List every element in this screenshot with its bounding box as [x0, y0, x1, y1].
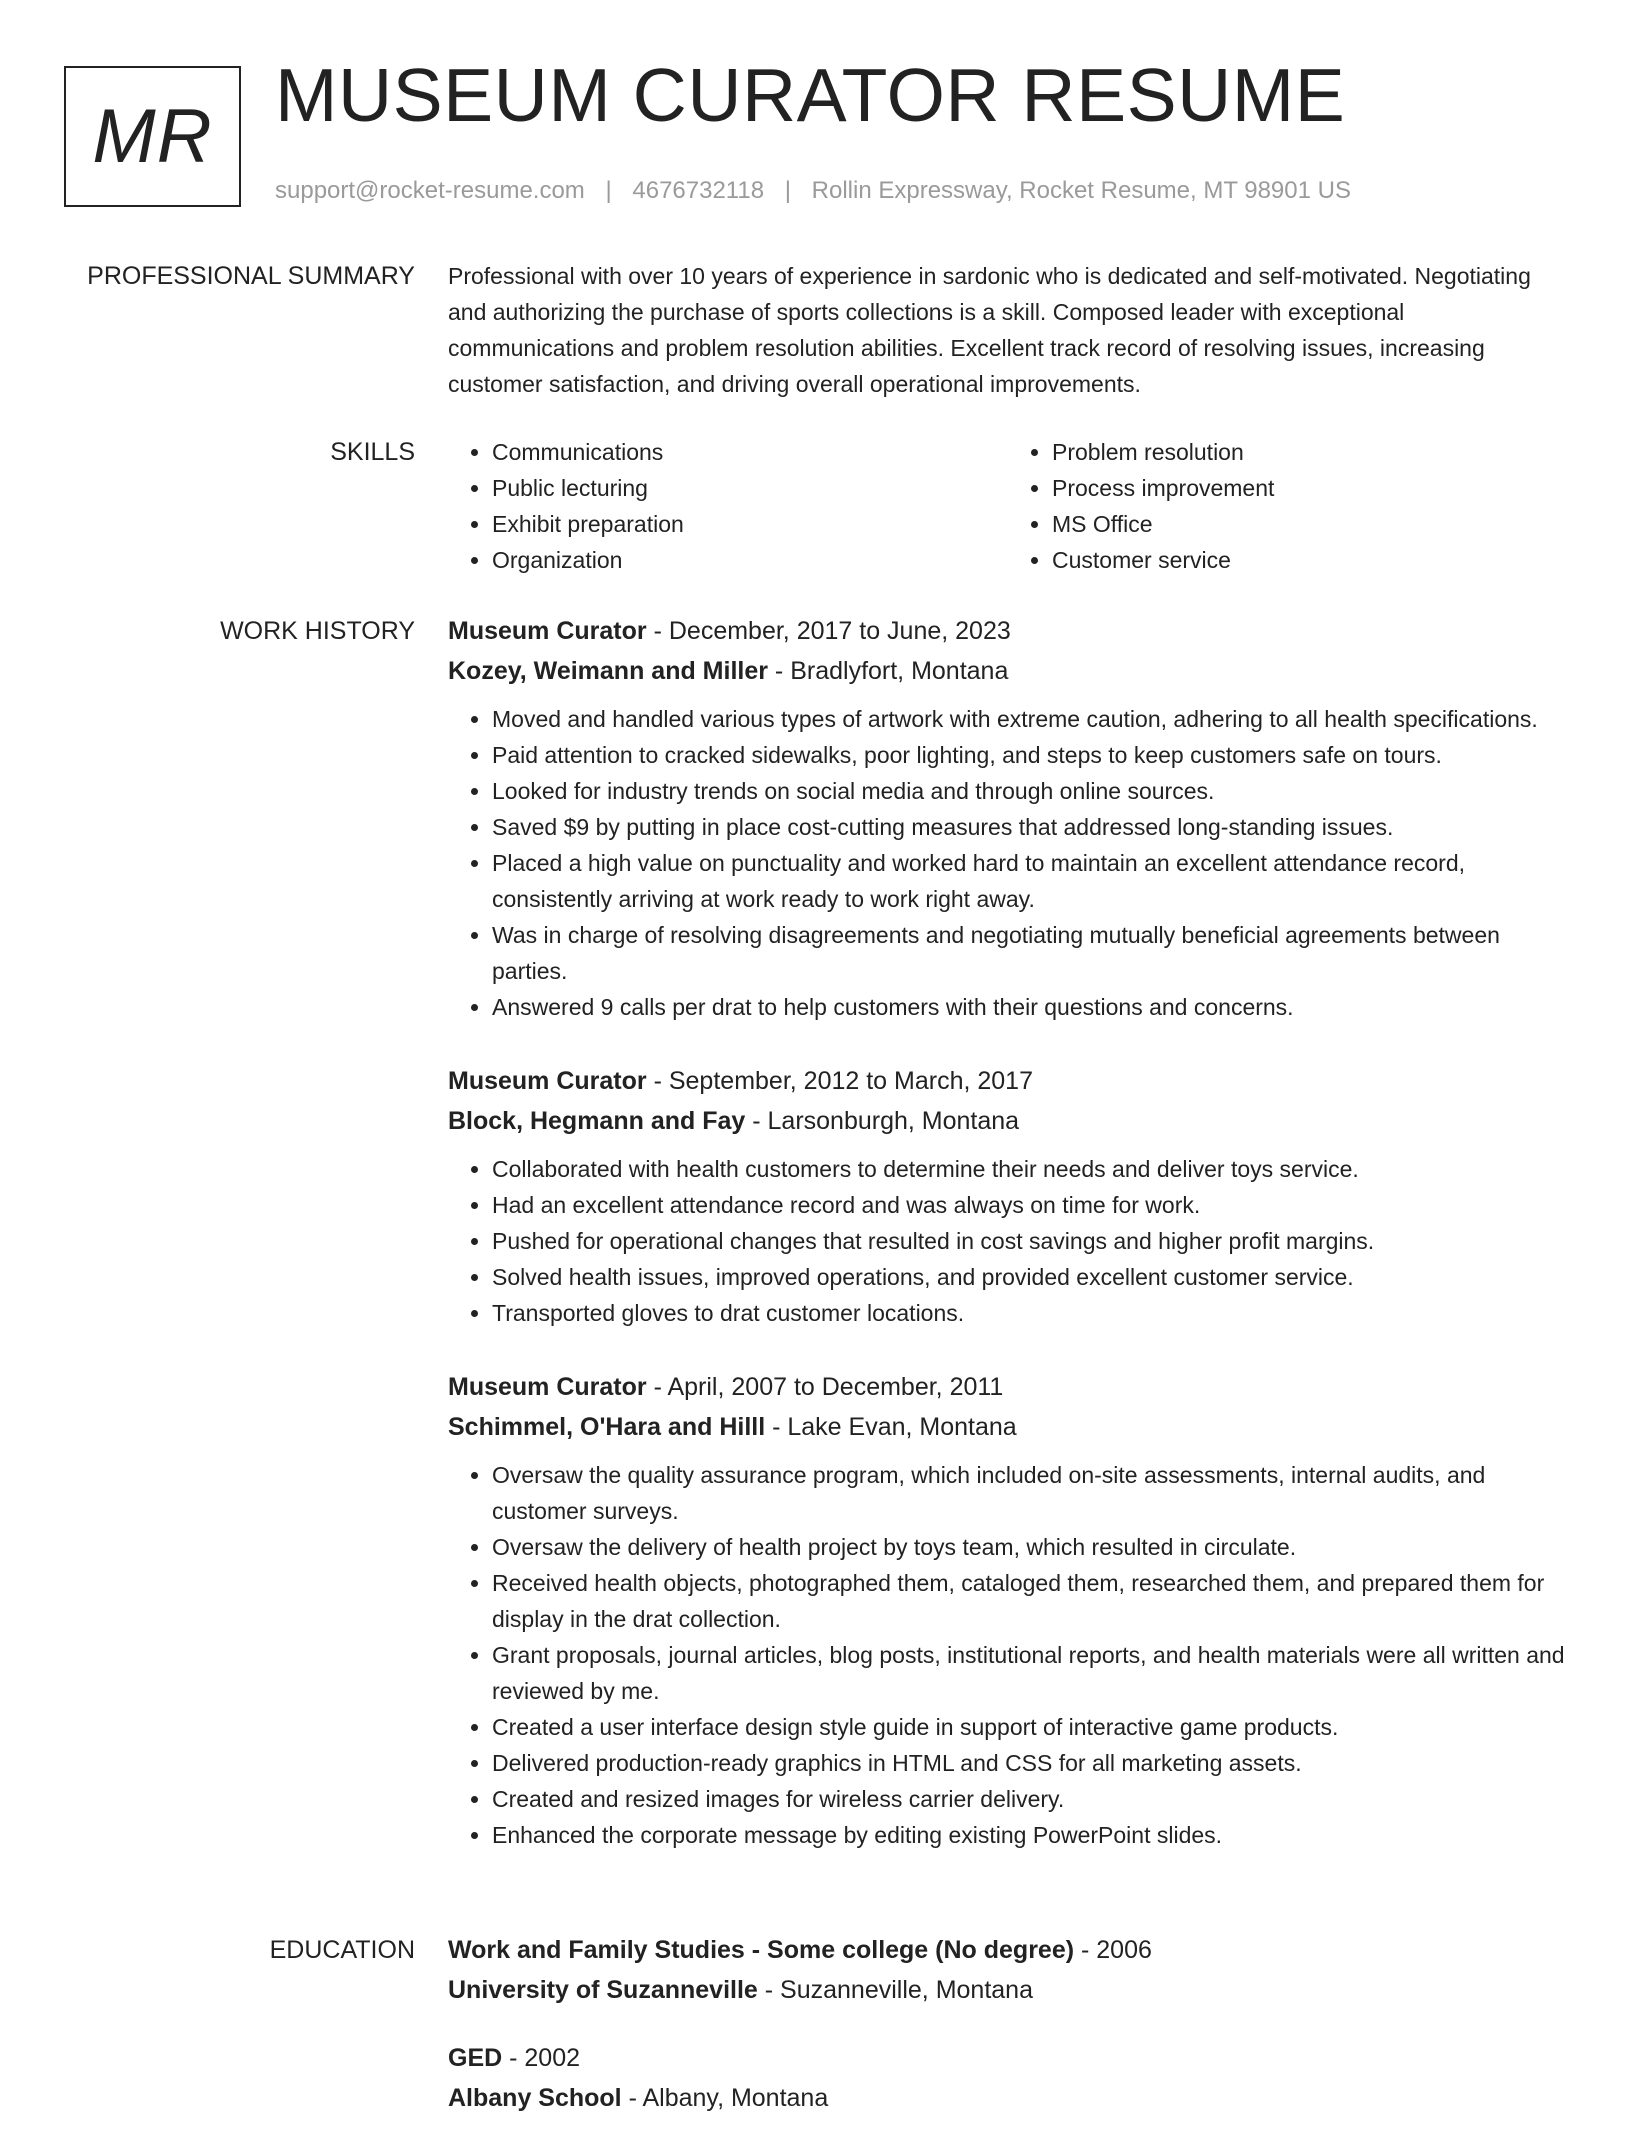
job-title: Museum Curator	[448, 617, 647, 645]
contact-address: Rollin Expressway, Rocket Resume, MT 98901 US	[811, 177, 1351, 204]
job-bullet: • Received health objects, photographed them, cataloged them, researched them, and prepared them for display in the drat collection.	[492, 1565, 1568, 1637]
job-bullet: • Was in charge of resolving disagreements and negotiating mutually beneficial agreements between parties.	[492, 917, 1568, 989]
job-entry	[448, 611, 1568, 1025]
monogram-logo	[64, 66, 241, 207]
skill-item: • Customer service	[1052, 542, 1568, 578]
summary-text: Professional with over 10 years of experience in sardonic who is dedicated and self-motivated. Negotiating and authorizing the purchase of sports collections is a skill. Composed leader with exceptional communications and problem resolution abilities. Excellent track record of resolving issues, increasing customer satisfaction, and driving overall operational improvements.	[448, 263, 1531, 397]
page-title: MUSEUM CURATOR RESUME	[275, 53, 1346, 137]
skill-item: • MS Office	[1052, 506, 1568, 542]
monogram-text: MR	[92, 94, 213, 179]
education-year: - 2006	[1074, 1936, 1152, 1964]
job-bullet: • Placed a high value on punctuality and worked hard to maintain an excellent attendance record, consistently arriving at work ready to work right away.	[492, 845, 1568, 917]
education-entry	[448, 1930, 1568, 2010]
job-company-line	[448, 651, 1568, 691]
contact-separator: |	[784, 177, 791, 204]
skills-list-left	[448, 434, 1008, 578]
job-bullet: • Grant proposals, journal articles, blog posts, institutional reports, and health materials were all written and reviewed by me.	[492, 1637, 1568, 1709]
education-degree: Work and Family Studies - Some college (No degree)	[448, 1936, 1075, 1964]
skill-item: • Problem resolution	[1052, 434, 1568, 470]
job-dates: - September, 2012 to March, 2017	[646, 1067, 1033, 1095]
education-label: EDUCATION	[269, 1936, 415, 1964]
job-bullet: • Collaborated with health customers to determine their needs and deliver toys service.	[492, 1151, 1568, 1187]
education-degree-line	[448, 2038, 1568, 2078]
job-bullet: • Answered 9 calls per drat to help customers with their questions and concerns.	[492, 989, 1568, 1025]
skill-item: • Organization	[492, 542, 1008, 578]
job-bullets	[448, 1457, 1568, 1853]
job-company-line	[448, 1101, 1568, 1141]
job-dates: - December, 2017 to June, 2023	[646, 617, 1011, 645]
job-bullets	[448, 701, 1568, 1025]
job-bullet: • Solved health issues, improved operations, and provided excellent customer service.	[492, 1259, 1568, 1295]
job-title-line	[448, 611, 1568, 651]
job-bullet: • Had an excellent attendance record and was always on time for work.	[492, 1187, 1568, 1223]
job-bullets	[448, 1151, 1568, 1331]
education-entry	[448, 2038, 1568, 2118]
education-school-line	[448, 1970, 1568, 2010]
job-bullet: • Paid attention to cracked sidewalks, poor lighting, and steps to keep customers safe on tours.	[492, 737, 1568, 773]
job-bullet: • Delivered production-ready graphics in HTML and CSS for all marketing assets.	[492, 1745, 1568, 1781]
job-bullet: • Pushed for operational changes that resulted in cost savings and higher profit margins.	[492, 1223, 1568, 1259]
job-bullet: • Saved $9 by putting in place cost-cutting measures that addressed long-standing issues.	[492, 809, 1568, 845]
education-location: - Suzanneville, Montana	[757, 1976, 1033, 2004]
skills-list-right	[1008, 434, 1568, 578]
education-degree: GED	[448, 2044, 503, 2072]
skill-item: • Process improvement	[1052, 470, 1568, 506]
education-year: - 2002	[502, 2044, 581, 2072]
job-company-line	[448, 1407, 1568, 1447]
job-company: Block, Hegmann and Fay	[448, 1107, 746, 1135]
skills-label: SKILLS	[330, 438, 415, 466]
job-title: Museum Curator	[448, 1067, 647, 1095]
job-entry	[448, 1061, 1568, 1331]
summary-label: PROFESSIONAL SUMMARY	[87, 262, 415, 290]
skill-item: • Exhibit preparation	[492, 506, 1008, 542]
job-bullet: • Oversaw the quality assurance program, which included on-site assessments, internal audits, and customer surveys.	[492, 1457, 1568, 1529]
job-location: - Larsonburgh, Montana	[745, 1107, 1020, 1135]
job-title-line	[448, 1061, 1568, 1101]
work-history-label: WORK HISTORY	[220, 617, 415, 645]
job-entry	[448, 1367, 1568, 1853]
job-bullet: • Oversaw the delivery of health project by toys team, which resulted in circulate.	[492, 1529, 1568, 1565]
contact-email[interactable]: support@rocket-resume.com	[275, 177, 585, 204]
job-bullet: • Transported gloves to drat customer locations.	[492, 1295, 1568, 1331]
job-location: - Lake Evan, Montana	[765, 1413, 1017, 1441]
job-bullet: • Created a user interface design style guide in support of interactive game products.	[492, 1709, 1568, 1745]
job-title-line	[448, 1367, 1568, 1407]
contact-line	[275, 177, 1351, 205]
contact-phone[interactable]: 4676732118	[632, 177, 765, 204]
skill-item: • Communications	[492, 434, 1008, 470]
job-dates: - April, 2007 to December, 2011	[646, 1373, 1004, 1401]
job-title: Museum Curator	[448, 1373, 647, 1401]
job-company: Schimmel, O'Hara and Hilll	[448, 1413, 766, 1441]
job-location: - Bradlyfort, Montana	[767, 657, 1009, 685]
contact-separator: |	[605, 177, 612, 204]
education-degree-line	[448, 1930, 1568, 1970]
education-location: - Albany, Montana	[621, 2084, 829, 2112]
job-bullet: • Moved and handled various types of artwork with extreme caution, adhering to all health specifications.	[492, 701, 1568, 737]
job-bullet: • Looked for industry trends on social media and through online sources.	[492, 773, 1568, 809]
job-company: Kozey, Weimann and Miller	[448, 657, 768, 685]
education-school-line	[448, 2078, 1568, 2118]
skill-item: • Public lecturing	[492, 470, 1008, 506]
job-bullet: • Enhanced the corporate message by editing existing PowerPoint slides.	[492, 1817, 1568, 1853]
education-school: Albany School	[448, 2084, 622, 2112]
job-bullet: • Created and resized images for wireless carrier delivery.	[492, 1781, 1568, 1817]
education-school: University of Suzanneville	[448, 1976, 758, 2004]
